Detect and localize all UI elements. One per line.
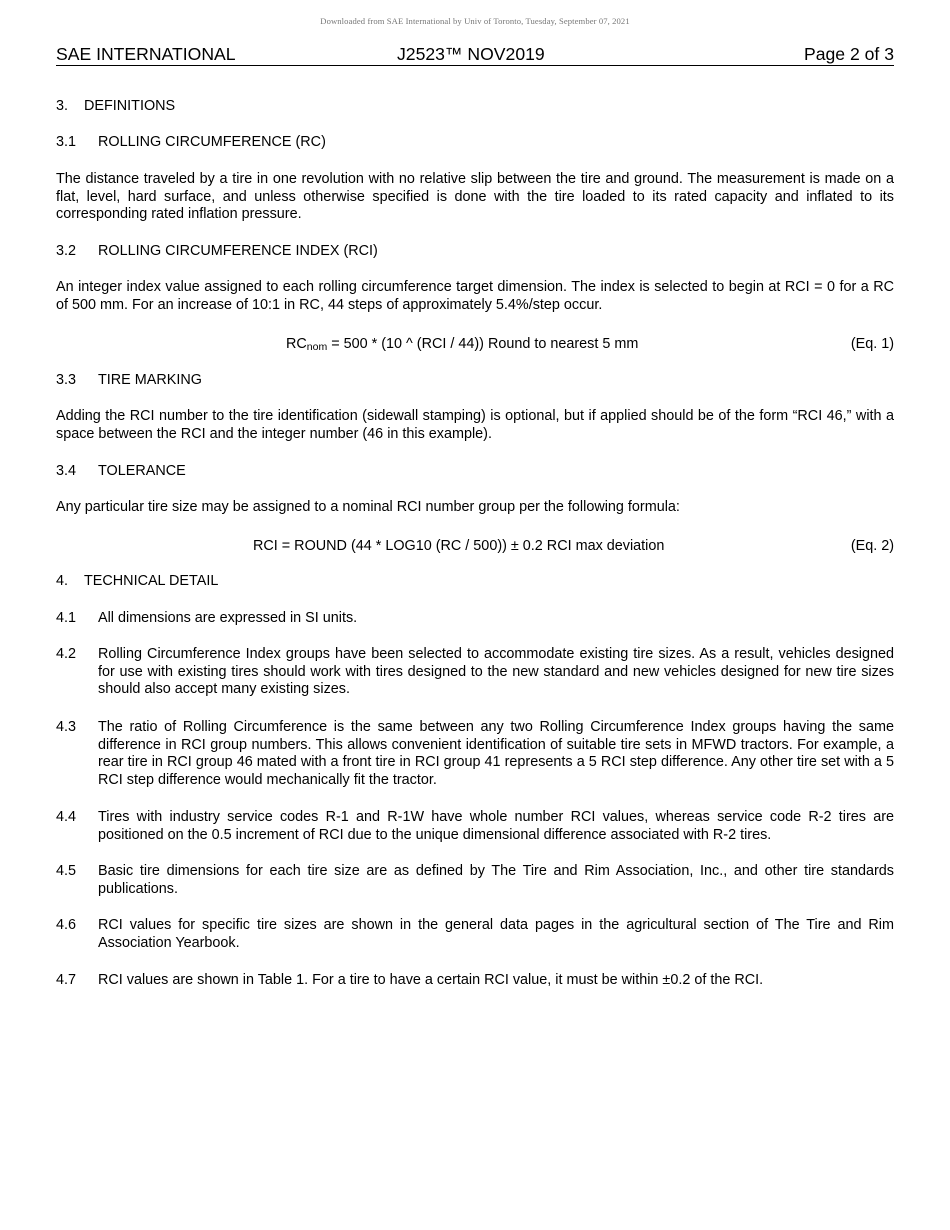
item-number: 4.2	[56, 646, 77, 662]
item-text: Tires with industry service codes R-1 and R-1W have whole number RCI values, whereas service code R-2 tires are positioned on the 0.5 increment of RCI due to the unique dimensional difference associated with R-2 tires.	[98, 809, 894, 843]
equation-2	[56, 537, 894, 555]
item-text: All dimensions are expressed in SI units.	[98, 610, 358, 626]
section-number: 3.4	[56, 463, 77, 479]
paragraph-3-4: Any particular tire size may be assigned to a nominal RCI number group per the following formula:	[56, 499, 680, 515]
list-item-4-3	[56, 719, 894, 789]
item-number: 4.4	[56, 809, 77, 825]
item-number: 4.5	[56, 863, 77, 879]
list-item-4-6	[56, 917, 894, 952]
section-title: TECHNICAL DETAIL	[84, 573, 219, 589]
equation-label: (Eq. 2)	[850, 538, 894, 554]
header-publisher: SAE INTERNATIONAL	[56, 44, 236, 64]
paragraph-3-1: The distance traveled by a tire in one revolution with no relative slip between the tire and ground. The measurement is made on a flat, level, hard surface, and unless otherwise specified is done with the tire loaded to its rated capacity and inflated to its corresponding rated inflation pressure.	[56, 171, 894, 223]
section-number: 4.	[56, 573, 69, 589]
list-item-4-5	[56, 863, 894, 898]
section-number: 3.	[56, 98, 69, 114]
item-text: Basic tire dimensions for each tire size are as defined by The Tire and Rim Association, Inc., and other tire standards publications.	[98, 863, 894, 897]
equation-1	[56, 335, 894, 353]
download-watermark: Downloaded from SAE International by Univ of Toronto, Tuesday, September 07, 2021	[320, 16, 630, 26]
item-number: 4.6	[56, 917, 77, 933]
page-header	[56, 43, 894, 66]
item-number: 4.1	[56, 610, 77, 626]
list-item-4-1	[56, 610, 894, 628]
header-page-number: Page 2 of 3	[804, 44, 894, 64]
section-title: ROLLING CIRCUMFERENCE (RC)	[98, 134, 326, 150]
equation-formula: RCI = ROUND (44 * LOG10 (RC / 500)) ± 0.2 RCI max deviation	[253, 538, 665, 554]
item-number: 4.7	[56, 972, 77, 988]
item-number: 4.3	[56, 719, 77, 735]
section-number: 3.1	[56, 134, 77, 150]
item-text: Rolling Circumference Index groups have been selected to accommodate existing tire sizes. As a result, vehicles designed for use with existing tires should work with tires designed to the new standard and new vehicles designed for new tire sizes should also accept many existing sizes.	[98, 646, 894, 698]
section-title: TIRE MARKING	[98, 372, 202, 388]
list-item-4-4	[56, 809, 894, 844]
section-title: TOLERANCE	[98, 463, 186, 479]
item-text: The ratio of Rolling Circumference is the same between any two Rolling Circumference Index groups having the same difference in RCI group numbers. This allows convenient identification of suitable tire sets in MFWD tractors. For example, a rear tire in RCI group 46 mated with a front tire in RCI group 41 represents a 5 RCI step difference. Any other tire set with a 5 RCI step difference would mechanically fit the tractor.	[98, 719, 894, 788]
paragraph-3-3: Adding the RCI number to the tire identification (sidewall stamping) is optional, but if applied should be of the form “RCI 46,” with a space between the RCI and the integer number (46 in this example).	[56, 408, 894, 442]
item-text: RCI values for specific tire sizes are shown in the general data pages in the agricultural section of The Tire and Rim Association Yearbook.	[98, 917, 894, 951]
section-number: 3.2	[56, 243, 77, 259]
section-number: 3.3	[56, 372, 77, 388]
section-title: ROLLING CIRCUMFERENCE INDEX (RCI)	[98, 243, 378, 259]
equation-label: (Eq. 1)	[850, 336, 894, 352]
item-text: RCI values are shown in Table 1. For a tire to have a certain RCI value, it must be within ±0.2 of the RCI.	[98, 972, 764, 988]
header-document-id: J2523™ NOV2019	[397, 44, 545, 64]
section-title: DEFINITIONS	[84, 98, 176, 114]
paragraph-3-2: An integer index value assigned to each rolling circumference target dimension. The index is selected to begin at RCI = 0 for a RC of 500 mm. For an increase of 10:1 in RC, 44 steps of approximately 5.4%/step occur.	[56, 279, 894, 313]
equation-formula: $RC_{nom} = 500 * (10$ ^ (RCI / 44)) Round to nearest 5 mm	[286, 336, 639, 353]
list-item-4-2	[56, 646, 894, 699]
list-item-4-7	[56, 972, 894, 990]
